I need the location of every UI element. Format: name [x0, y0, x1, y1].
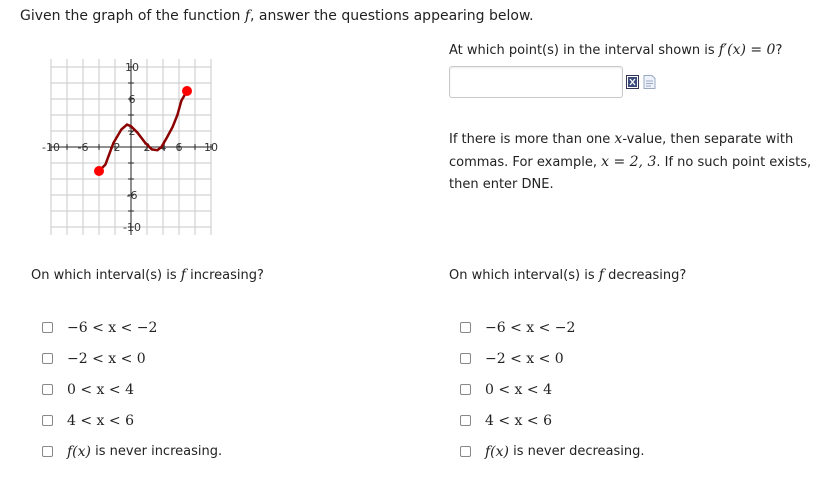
increasing-prefix: On which interval(s) is — [31, 268, 177, 283]
increasing-question — [31, 267, 264, 283]
x-tick-label: -2 — [109, 141, 121, 154]
endpoint-marker — [94, 166, 104, 176]
decreasing-option[interactable] — [460, 374, 645, 405]
checkbox[interactable] — [460, 446, 471, 457]
option-label: −6 < x < −2 — [485, 319, 576, 336]
option-label: 4 < x < 6 — [67, 412, 134, 429]
never-func: f(x) — [485, 443, 510, 460]
x-tick-label: 6 — [175, 141, 183, 154]
increasing-option[interactable] — [42, 343, 222, 374]
decreasing-suffix: decreasing? — [608, 268, 687, 283]
question1-suffix: ? — [775, 43, 783, 58]
increasing-option[interactable] — [42, 312, 222, 343]
increasing-option-never[interactable] — [42, 436, 222, 467]
derivative-question — [449, 42, 782, 58]
decreasing-option[interactable] — [460, 405, 645, 436]
prompt-function: f — [244, 8, 251, 24]
y-tick-label: 2 — [128, 125, 136, 138]
checkbox[interactable] — [460, 415, 471, 426]
x-tick-label: 4 — [159, 141, 167, 154]
increasing-options — [42, 312, 222, 467]
option-label: 4 < x < 6 — [485, 412, 552, 429]
checkbox[interactable] — [460, 322, 471, 333]
note-part1: If there is more than one — [449, 132, 611, 147]
option-label: 0 < x < 4 — [67, 381, 134, 398]
checkbox[interactable] — [42, 353, 53, 364]
option-label: −2 < x < 0 — [485, 350, 564, 367]
preview-icon[interactable] — [643, 75, 656, 89]
y-tick-label: -6 — [126, 189, 138, 202]
y-tick-label: 6 — [128, 93, 136, 106]
checkbox[interactable] — [42, 415, 53, 426]
equation-editor-icon[interactable] — [626, 75, 639, 89]
decreasing-option-never[interactable] — [460, 436, 645, 467]
answer-input[interactable] — [449, 66, 623, 98]
x-tick-label: -6 — [77, 141, 89, 154]
prompt-text: Given the graph of the function — [20, 8, 241, 24]
problem-prompt — [20, 8, 534, 24]
increasing-func: f — [180, 267, 186, 283]
note-part2: -value, then separate with commas. For example, — [449, 132, 794, 170]
increasing-option[interactable] — [42, 405, 222, 436]
checkbox[interactable] — [460, 384, 471, 395]
never-text: is never increasing. — [95, 444, 223, 459]
option-label: −6 < x < −2 — [67, 319, 158, 336]
decreasing-option[interactable] — [460, 343, 645, 374]
x-tick-label: -10 — [42, 141, 60, 154]
function-graph — [38, 44, 224, 236]
decreasing-prefix: On which interval(s) is — [449, 268, 595, 283]
never-text: is never decreasing. — [513, 444, 645, 459]
endpoint-marker — [182, 86, 192, 96]
decreasing-func: f — [598, 267, 604, 283]
increasing-suffix: increasing? — [190, 268, 264, 283]
x-tick-label: 10 — [204, 141, 218, 154]
decreasing-option[interactable] — [460, 312, 645, 343]
note-part3: . If no such point exists, then enter DNE. — [449, 155, 812, 192]
decreasing-question — [449, 267, 686, 283]
checkbox[interactable] — [42, 446, 53, 457]
note-example: x = 2, 3 — [601, 154, 657, 170]
increasing-option[interactable] — [42, 374, 222, 405]
never-func: f(x) — [67, 443, 92, 460]
checkbox[interactable] — [42, 322, 53, 333]
question1-prefix: At which point(s) in the interval shown is — [449, 43, 715, 58]
prompt-tail: , answer the questions appearing below. — [250, 8, 534, 24]
y-tick-label: -10 — [123, 221, 141, 234]
option-label: −2 < x < 0 — [67, 350, 146, 367]
x-tick-label: 2 — [143, 141, 151, 154]
checkbox[interactable] — [460, 353, 471, 364]
decreasing-options — [460, 312, 645, 467]
note-var: x — [614, 131, 623, 147]
checkbox[interactable] — [42, 384, 53, 395]
option-label: 0 < x < 4 — [485, 381, 552, 398]
question1-expr: f′(x) = 0 — [718, 42, 776, 58]
answer-instructions — [449, 128, 821, 196]
y-tick-label: 10 — [125, 61, 139, 74]
